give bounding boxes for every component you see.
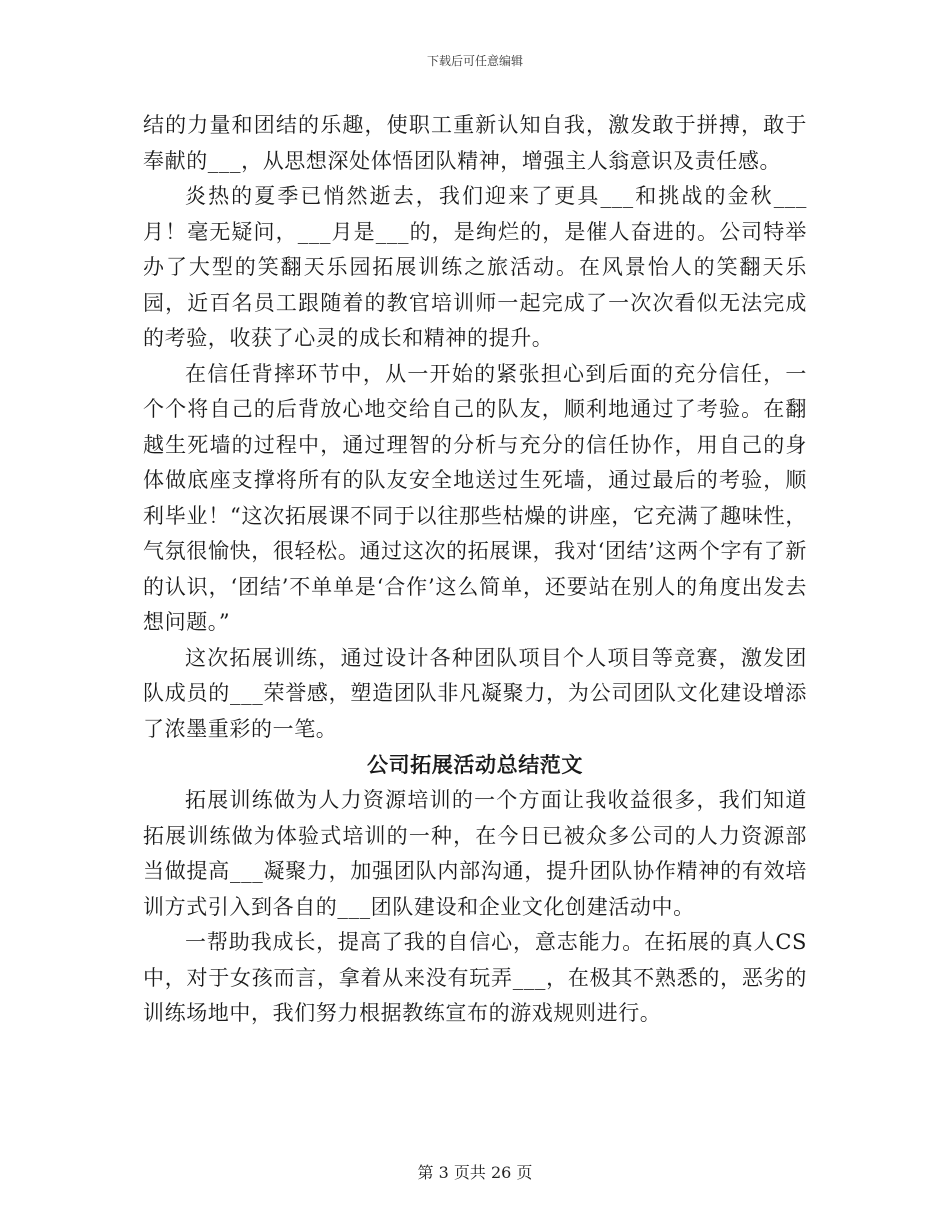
page-number: 第 3 页共 26 页 <box>417 1163 533 1182</box>
page-header-note: 下载后可任意编辑 <box>426 54 523 68</box>
paragraph-3: 在信任背摔环节中，从一开始的紧张担心到后面的充分信任，一个个将自己的后背放心地交给自己的队友，顺利地通过了考验。在翻越生死墙的过程中，通过理智的分析与充分的信任协作，用自己的身体做底座支撑将所有的队友安全地送过生死墙，通过最后的考验，顺利毕业！“这次拓展课不同于以往那些枯燥的讲座，它充满了趣味性，气氛很愉快，很轻松。通过这次的拓展课，我对‘团结’这两个字有了新的认识，‘团结’不单单是‘合作’这么简单，还要站在别人的角度出发去想问题。” <box>143 361 807 634</box>
paragraph-2: 炎热的夏季已悄然逝去，我们迎来了更具___和挑战的金秋___月！毫无疑问，___月是___的，是绚烂的，是催人奋进的。公司特举办了大型的笑翻天乐园拓展训练之旅活动。在风景怡人的笑翻天乐园，近百名员工跟随着的教官培训师一起完成了一次次看似无法完成的考验，收获了心灵的成长和精神的提升。 <box>143 184 807 350</box>
paragraph-4: 这次拓展训练，通过设计各种团队项目个人项目等竞赛，激发团队成员的___荣誉感，塑造团队非凡凝聚力，为公司团队文化建设增添了浓墨重彩的一笔。 <box>143 645 807 741</box>
section-title: 公司拓展活动总结范文 <box>367 752 583 777</box>
section-paragraph-2: 一帮助我成长，提高了我的自信心，意志能力。在拓展的真人CS中，对于女孩而言，拿着从来没有玩弄___，在极其不熟悉的，恶劣的训练场地中，我们努力根据教练宣布的游戏规则进行。 <box>143 930 807 1025</box>
section-paragraph-1: 拓展训练做为人力资源培训的一个方面让我收益很多，我们知道拓展训练做为体验式培训的一种，在今日已被众多公司的人力资源部当做提高___凝聚力，加强团队内部沟通，提升团队协作精神的有效培训方式引入到各自的___团队建设和企业文化创建活动中。 <box>143 788 807 919</box>
paragraph-1: 结的力量和团结的乐趣，使职工重新认知自我，激发敢于拼搏，敢于奉献的___，从思想深处体悟团队精神，增强主人翁意识及责任感。 <box>143 113 807 173</box>
document-body <box>143 108 807 1032</box>
